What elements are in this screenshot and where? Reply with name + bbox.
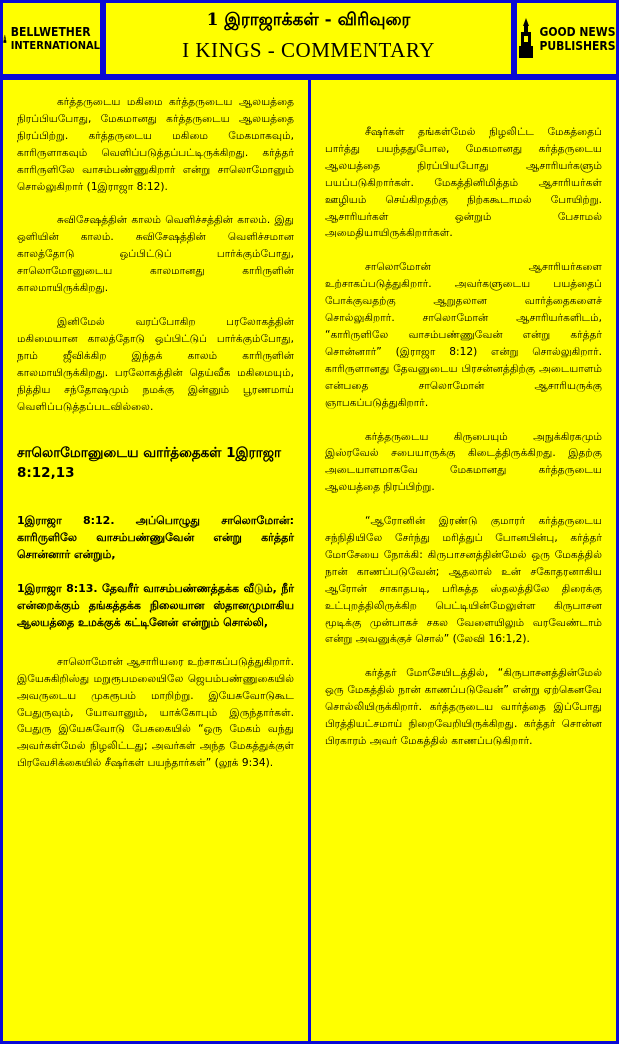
title-english: I KINGS - COMMENTARY	[182, 38, 435, 62]
title-tamil: 1 இராஜாக்கள் - விரிவுரை	[206, 10, 411, 30]
right-column	[311, 80, 616, 1041]
verse-text: 1இராஜா 8:13. தேவரீர் வாசம்பண்ணத்தக்க வீடும், நீர் என்றைக்கும் தங்கத்தக்க நிலையான ஸ்தானமுமாகிய ஆலயத்தை உமக்குக் கட்டினேன் என்றும் சொல்லி,	[17, 582, 294, 629]
paragraph: இனிமேல் வரப்போகிற பரலோகத்தின் மகிமையான காலத்தோடு ஒப்பிட்டுப் பார்க்கும்போது, நாம் ஜீவிக்கிற இந்தக் காலம் காரிருளின் காலமாயிருக்கிறது. பரலோகத்தின் தெய்வீக மகிமையும், நித்திய சந்தோஷமும் நமக்கு இன்னும் பூரணமாய் வெளிப்படுத்தப்படவில்லை.	[17, 315, 294, 413]
left-column	[3, 80, 308, 1041]
paragraph: கர்த்தர் மோசேயிடத்தில், “கிருபாசனத்தின்மேல் ஒரு மேகத்தில் நான் காணப்படுவேன்” என்று ஏற்கெனவே சொல்லியிருக்கிறார். கர்த்தருடைய வார்த்தை இப்போது பிரத்தியட்சமாய் நிறைவேறியிருக்கிறது. கர்த்தர் சொன்ன பிரகாரம் அவர் மேகத்தில் காணப்படுகிறார்.	[325, 667, 602, 747]
section-heading: சாலொமோனுடைய வார்த்தைகள் 1இராஜா 8:12,13	[17, 445, 282, 482]
paragraph: கர்த்தருடைய கிருபையும் அநுக்கிரகமும் இஸ்ரவேல் சபையாருக்கு கிடைத்திருக்கிறது. இதற்கு அடையாளமாகவே மேகமானது கர்த்தருடைய ஆலயத்தை நிரப்பிற்று.	[325, 430, 602, 494]
logo-line2: INTERNATIONAL	[10, 38, 100, 52]
logo-line1: GOOD NEWS	[539, 24, 616, 39]
paragraph: “ஆரோனின் இரண்டு குமாரர் கர்த்தருடைய சந்நிதியிலே சேர்ந்து மரித்துப் போனபின்பு, கர்த்தர் மோசேயை நோக்கி: கிருபாசனத்தின்மேல் ஒரு மேகத்தில் நான் காணப்படுவேன்; ஆதலால் உன் சகோதரனாகிய ஆரோன் சாகாதபடி, பரிசுத்த ஸ்தலத்திலே திரைக்கு உட்புறத்திலிருக்கிற பெட்டியின்மேலுள்ள கிருபாசன மூடிக்கு முன்பாகச் சகல வேளையிலும் வரவேண்டாம் என்று அவனுக்குச் சொல்” (லேவி 16:1,2).	[325, 515, 602, 646]
logo-line1: BELLWETHER	[10, 24, 91, 39]
paragraph: கர்த்தருடைய மகிமை கர்த்தருடைய ஆலயத்தை நிரப்பியபோது, மேகமானது கர்த்தருடைய ஆலயத்தை நிரப்பிற்று. கர்த்தருடைய மகிமை மேகமாகவும், காரிருளாகவும் வெளிப்படுத்தப்பட்டிருக்கிறது. கர்த்தர் காரிருளிலே வாசம்பண்ணுகிறார் என்று சாலொமோனும் சொல்லுகிறார் (1இராஜா 8:12).	[17, 96, 294, 193]
bell-tower-icon	[517, 18, 535, 60]
paragraph: சாலொமோன் ஆசாரியர்களை உற்சாகப்படுத்துகிறார். அவர்களுடைய பயத்தைப் போக்குவதற்கு ஆறுதலான வார்த்தைகளைச் சொல்லுகிறார். சாலொமோன் ஆசாரியர்களிடம், “காரிருளிலே வாசம்பண்ணுவேன் என்று கர்த்தர் சொன்னார்” (இராஜா 8:12) என்று சொல்லுகிறார். காரிருளானது தேவனுடைய பிரசன்னத்திற்கு அடையாளம் என்பதை சாலொமோன் ஆசாரியருக்கு ஞாபகப்படுத்துகிறார்.	[325, 261, 602, 409]
page-header	[106, 3, 511, 74]
paragraph: சாலொமோன் ஆசாரியரை உற்சாகப்படுத்துகிறார். இயேசுகிறிஸ்து மறுரூபமலையிலே ஜெபம்பண்ணுகையில் அவருடைய முகரூபம் மாறிற்று. இயேசுவோடுகூட பேதுருவும், யோவானும், யாக்கோபும் இருந்தார்கள். பேதுரு இயேசுவோடு பேசுகையில் “ஒரு மேகம் வந்து அவர்கள்மேல் நிழலிட்டது; அவர்கள் அந்த மேகத்துக்குள் பிரவேசிக்கையில் சீஷர்கள் பயந்தார்கள்” (லூக் 9:34).	[17, 655, 294, 770]
verse-text: 1இராஜா 8:12. அப்பொழுது சாலொமோன்: காரிருளிலே வாசம்பண்ணுவேன் என்று கர்த்தர் சொன்னார் என்றும்,	[17, 514, 294, 562]
bell-tower-icon	[3, 18, 7, 60]
paragraph: சீஷர்கள் தங்கள்மேல் நிழலிட்ட மேகத்தைப் பார்த்து பயந்ததுபோல, மேகமானது கர்த்தருடைய ஆலயத்தை நிரப்பியபோது ஆசாரியர்களும் பயப்படுகிறார்கள். மேகத்தினிமித்தம் ஆசாரியர்கள் ஊழியம் செய்கிறதற்கு நிற்ககூடாமல் போயிற்று. ஆசாரியர்கள் ஒன்றும் பேசாமல் அமைதியாயிருக்கிறார்கள்.	[325, 126, 602, 240]
bellwether-logo	[3, 3, 100, 74]
paragraph: சுவிசேஷத்தின் காலம் வெளிச்சத்தின் காலம். இது ஒளியின் காலம். சுவிசேஷத்தின் வெளிச்சமான காலத்தோடு ஒப்பிட்டுப் பார்க்கும்போது, சாலொமோனுடைய காலமானது காரிருளின் காலமாயிருக்கிறது.	[17, 214, 294, 295]
logo-line2: PUBLISHERS	[539, 38, 616, 53]
good-news-logo	[517, 3, 616, 74]
